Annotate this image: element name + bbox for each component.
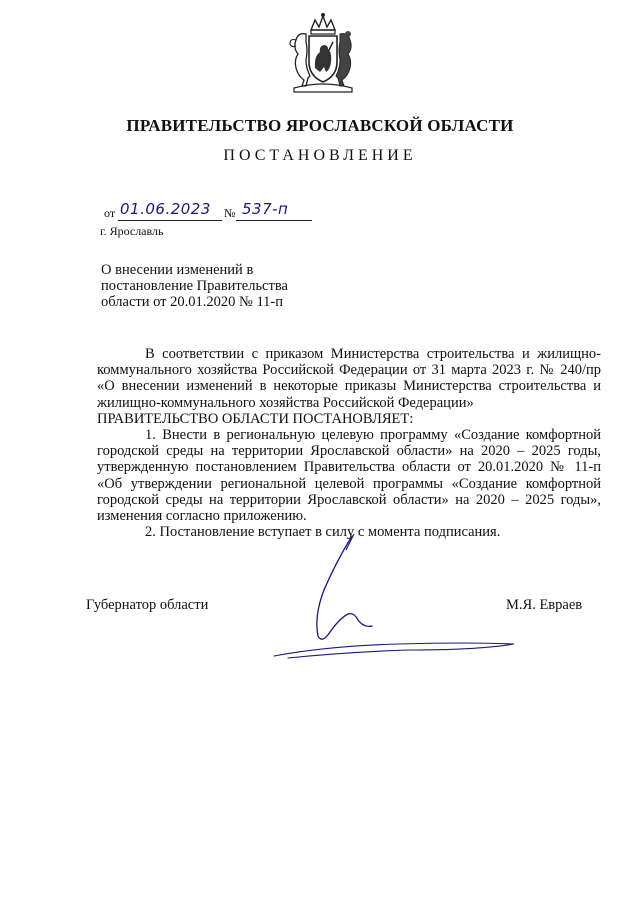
subject-line: области от 20.01.2020 № 11-п	[101, 294, 284, 310]
organization-title: ПРАВИТЕЛЬСТВО ЯРОСЛАВСКОЙ ОБЛАСТИ	[126, 116, 514, 135]
preamble-paragraph: В соответствии с приказом Министерства строительства и жилищно-коммунального хозяйства Российской Федерации от 31 марта 2023 г. № 240/пр «О внесении изменений в некоторые приказы Министерства строительства и жилищно-коммунального хозяйства Российской Федерации»	[97, 346, 601, 411]
document-body	[97, 346, 601, 540]
date-underline	[118, 220, 222, 221]
date-prefix: от	[104, 206, 116, 220]
number-underline	[236, 220, 312, 221]
document-type: ПОСТАНОВЛЕНИЕ	[223, 147, 417, 164]
subject-line: О внесении изменений в	[101, 262, 254, 278]
clause-2: 2. Постановление вступает в силу с момента подписания.	[145, 524, 501, 541]
resolution-statement: ПРАВИТЕЛЬСТВО ОБЛАСТИ ПОСТАНОВЛЯЕТ:	[97, 410, 414, 427]
handwritten-signature-icon	[268, 532, 528, 668]
subject-block	[101, 262, 331, 310]
clause-1: 1. Внести в региональную целевую программу «Создание комфортной городской среды на территории Ярославской области» на 2020 – 2025 годы, утвержденную постановлением Правительства области от 20.01.2020 № 11-п «Об утверждении региональной целевой программы «Создание комфортной городской среды на территории Ярославской области» на 2020 – 2025 годы», изменения согласно приложению.	[97, 427, 601, 525]
subject-line: постановление Правительства	[101, 278, 288, 294]
city: г. Ярославль	[100, 224, 164, 238]
number-prefix: №	[224, 206, 236, 220]
handwritten-number: 537-п	[242, 200, 289, 218]
signatory-position: Губернатор области	[86, 597, 209, 613]
registration-line	[100, 198, 320, 222]
signatory-name: М.Я. Евраев	[506, 597, 583, 613]
handwritten-date: 01.06.2023	[120, 200, 211, 218]
coat-of-arms-icon	[282, 10, 364, 96]
